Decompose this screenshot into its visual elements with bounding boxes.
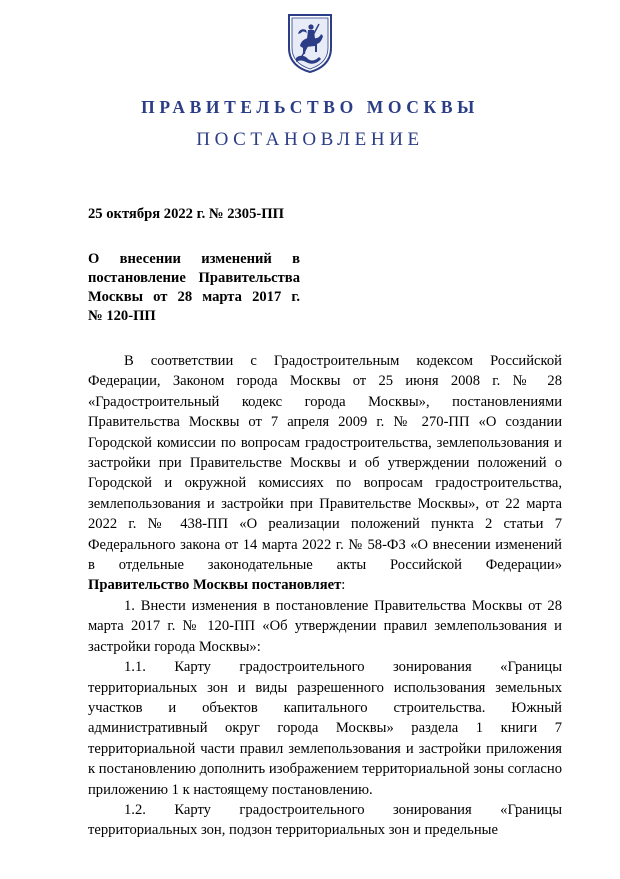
moscow-coat-of-arms-icon bbox=[286, 12, 334, 74]
subject-line: постановление Правительства bbox=[88, 270, 300, 286]
document-subject bbox=[88, 250, 300, 326]
subject-line: № 120-ПП bbox=[88, 308, 156, 324]
document-body bbox=[88, 351, 562, 841]
item-1-1-paragraph: 1.1. Карту градостроительного зонирования «Границы территориальных зон и виды разрешенного использования земельных участков и объектов капитального строительства. Южный административный округ города Москвы» раздела 1 книги 7 территориальной части правил землепользования и застройки приложения к постановлению дополнить изображением территориальной зоны согласно приложению 1 к настоящему постановлению. bbox=[88, 659, 562, 798]
organization-title: ПРАВИТЕЛЬСТВО МОСКВЫ bbox=[141, 97, 479, 117]
resolves-phrase: Правительство Москвы постановляет bbox=[88, 577, 342, 594]
preamble-paragraph bbox=[88, 351, 562, 596]
subject-line: Москвы от 28 марта 2017 г. bbox=[88, 289, 300, 305]
subject-line: О внесении изменений в bbox=[88, 251, 300, 267]
preamble-text: В соответствии с Градостроительным кодексом Российской Федерации, Законом города Москвы от 25 июня 2008 г. № 28 «Градостроительный кодекс города Москвы», постановлениями Правительства Москвы от 7 апреля 2009 г. № 270-ПП «О создании Городской комиссии по вопросам градостроительства, землепользования и застройки при Правительстве Москвы и об утверждении положений о Городской и окружной комиссиях по вопросам градостроительства, землепользования и застройки при Правительстве Москвы», от 22 марта 2022 г. № 438-ПП «О реализации положений пункта 2 статьи 7 Федерального закона от 14 марта 2022 г. № 58-ФЗ «О внесении изменений в отдельные законодательные акты Российской Федерации» bbox=[88, 353, 562, 574]
document-type: ПОСТАНОВЛЕНИЕ bbox=[196, 129, 424, 150]
resolves-colon: : bbox=[341, 577, 346, 594]
item-1-2-paragraph: 1.2. Карту градостроительного зонирования «Границы территориальных зон, подзон территориальных зон и предельные bbox=[88, 801, 562, 839]
date-and-number: 25 октября 2022 г. № 2305-ПП bbox=[88, 206, 284, 222]
item-1-paragraph: 1. Внести изменения в постановление Правительства Москвы от 28 марта 2017 г. № 120-ПП «Об утверждении правил землепользования и застройки города Москвы»: bbox=[88, 597, 562, 655]
